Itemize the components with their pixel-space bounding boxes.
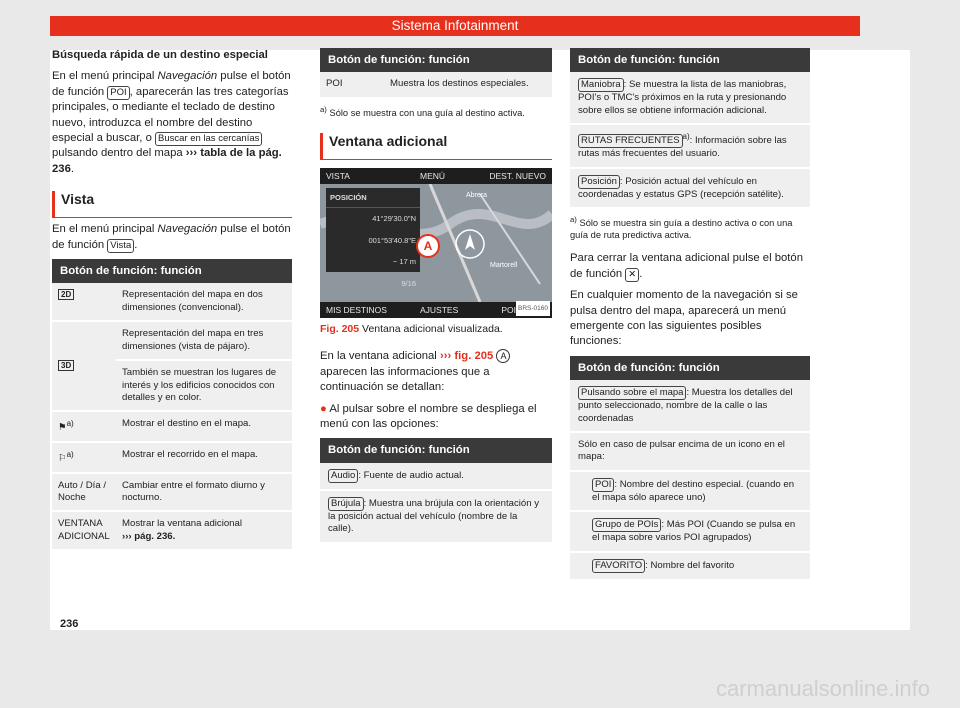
table-row: Posición : Posición actual del vehículo en coordenadas y estatus GPS (recepción satélite).: [570, 168, 810, 208]
table-row: ⚑$^{a)}$ Mostrar el destino en el mapa.: [52, 411, 292, 442]
bullet-item: ● Al pulsar sobre el nombre se despliega el menú con las opciones:: [320, 402, 537, 430]
heading-quick-search: Búsqueda rápida de un destino especial: [52, 49, 268, 61]
map-3d-icon: 3D: [58, 360, 74, 371]
table-row: VENTANA ADICIONAL Mostrar la ventana adicional ››› pág. 236.: [52, 511, 292, 550]
page-number: 236: [60, 618, 79, 630]
table-row: POI Muestra los destinos especiales.: [320, 72, 552, 97]
column-1: [52, 48, 292, 556]
table-row: 2D Representación del mapa en dos dimensiones (convencional).: [52, 283, 292, 321]
table-row: FAVORITO : Nombre del favorito: [570, 552, 810, 580]
bullet-icon: ●: [320, 402, 327, 415]
column-3: [570, 48, 810, 586]
table-link[interactable]: ››› tabla de la pág. 236: [52, 147, 282, 175]
paragraph-vista: En el menú principal Navegación pulse el botón de función Vista .: [52, 223, 291, 251]
table-row: Auto / Día / Noche Cambiar entre el formato diurno y nocturno.: [52, 473, 292, 512]
figure-link[interactable]: ››› fig. 205: [439, 350, 494, 363]
poi-function-table: [320, 48, 552, 99]
table-row: Sólo en caso de pulsar encima de un icono en el mapa:: [570, 432, 810, 471]
route-flag-icon: ⚐: [58, 453, 67, 465]
vista-function-table: [52, 259, 292, 551]
table-row: Audio : Fuente de audio actual.: [320, 463, 552, 490]
paragraph-quick-search: En el menú principal Navegación pulse el botón de función POI , aparecerán las tres categorías principales, o mediante el teclado de destino nuevo, introduzca el nombre del destino especial a buscar, o Buscar en las cercanías pulsando dentro del mapa ››› tabla de la pág. 236.: [52, 70, 291, 175]
poi-key: POI: [107, 86, 129, 100]
table-row: Brújula : Muestra una brújula con la orientación y la posición actual del vehículo (nombre de la calle).: [320, 490, 552, 543]
callout-a: A: [416, 234, 440, 258]
table-row: POI : Nombre del destino especial. (cuando en el mapa sólo aparece uno): [570, 471, 810, 511]
paragraph-ventana: En la ventana adicional ››› fig. 205 A aparecen las informaciones que a continuación se detallan:: [320, 349, 552, 395]
close-icon: ✕: [625, 268, 639, 282]
paragraph-close: Para cerrar la ventana adicional pulse el botón de función ✕ .: [570, 252, 803, 280]
footnote: $^{a)}$ Sólo se muestra con una guía al destino activa.: [320, 104, 525, 118]
popup-function-table: [570, 356, 810, 581]
navigation-map-figure: VISTA MENÚ DEST. NUEVO Abrera Martorell POSICIÓN 41°29'30.0"N 001°53'40.8"E ~ 17 m 9/16 A MIS DESTINOS AJUSTES POI BRS-0160: [320, 168, 552, 318]
position-panel: POSICIÓN 41°29'30.0"N 001°53'40.8"E ~ 17 m 9/16: [326, 188, 420, 272]
column-2: [320, 48, 552, 549]
table-row: Pulsando sobre el mapa : Muestra los detalles del punto seleccionado, nombre de la calle o las coordenadas: [570, 380, 810, 432]
table-row: RUTAS FRECUENTES $^{a)}$: Información sobre las rutas más frecuentes del usuario.: [570, 124, 810, 168]
vista-key: Vista: [107, 239, 134, 253]
figure-caption: Fig. 205 Ventana adicional visualizada.: [320, 322, 503, 335]
table-header: Botón de función: función: [320, 438, 552, 462]
table-header: Botón de función: función: [52, 259, 292, 283]
table-row: También se muestran los lugares de interés y los edificios conocidos con detalles y en color.: [52, 360, 292, 411]
map-bottom-bar: MIS DESTINOS AJUSTES POI: [320, 302, 552, 318]
paragraph-popup: En cualquier momento de la navegación si se pulsa dentro del mapa, aparecerá un menú emergente con las siguientes posibles funciones:: [570, 289, 798, 348]
map-top-bar: VISTA MENÚ DEST. NUEVO: [320, 168, 552, 184]
table-header: Botón de función: función: [570, 48, 810, 72]
footnote: $^{a)}$ Sólo se muestra sin guía a destino activa o con una guía de ruta predictiva activa.: [570, 215, 793, 241]
table-header: Botón de función: función: [320, 48, 552, 72]
table-header: Botón de función: función: [570, 356, 810, 380]
figure-code: BRS-0160: [516, 301, 550, 316]
table-row: Maniobra : Se muestra la lista de las maniobras, POI's o TMC's próximos en la ruta y presionando sobre ellos se obtiene información adicional.: [570, 72, 810, 124]
heading-ventana-adicional: Ventana adicional: [320, 133, 552, 160]
table-row: Grupo de POIs : Más POI (Cuando se pulsa en el mapa sobre varios POI agrupados): [570, 511, 810, 551]
flag-destination-icon: ⚑: [58, 422, 67, 434]
map-2d-icon: 2D: [58, 289, 74, 300]
table-row: 3D Representación del mapa en tres dimensiones (vista de pájaro).: [52, 321, 292, 360]
watermark: carmanualsonline.info: [715, 676, 930, 701]
cercanias-key: Buscar en las cercanías: [155, 132, 262, 146]
page-link[interactable]: ››› pág. 236.: [122, 530, 176, 542]
section-header: Sistema Infotainment: [50, 16, 860, 36]
heading-vista: Vista: [52, 191, 292, 218]
name-menu-table: [320, 438, 552, 543]
table-row: ⚐$^{a)}$ Mostrar el recorrido en el mapa.: [52, 442, 292, 473]
info-function-table: [570, 48, 810, 209]
